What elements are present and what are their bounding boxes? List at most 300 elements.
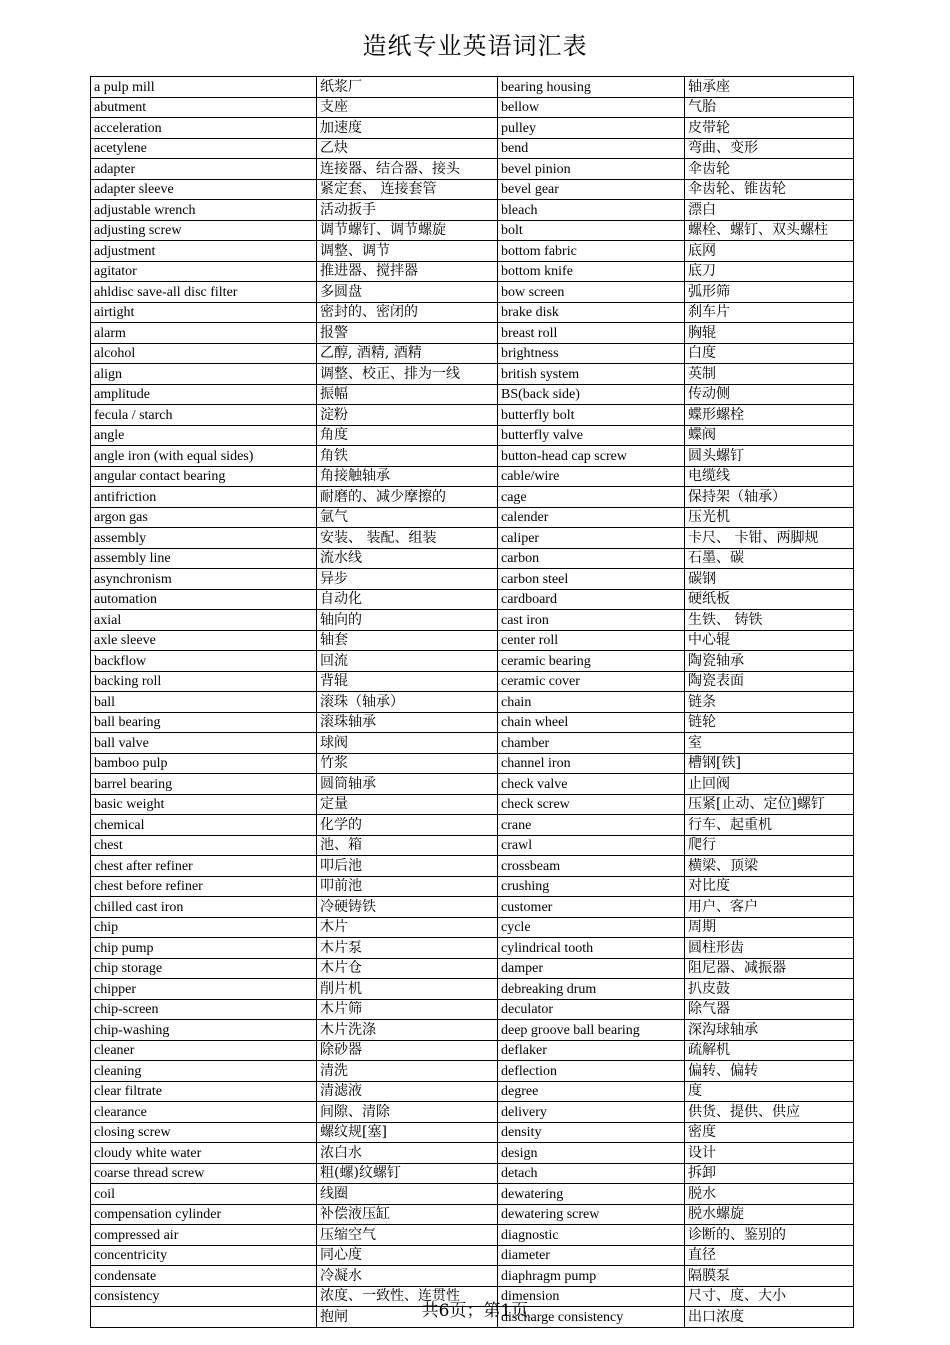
chinese-term-left: 报警 <box>317 323 498 344</box>
english-term-left: adjustment <box>91 241 317 262</box>
english-term-right: delivery <box>498 1102 685 1123</box>
chinese-term-left: 支座 <box>317 97 498 118</box>
table-row <box>91 897 854 918</box>
chinese-term-right: 陶瓷轴承 <box>685 651 854 672</box>
chinese-term-left: 淀粉 <box>317 405 498 426</box>
chinese-term-right: 硬纸板 <box>685 589 854 610</box>
english-term-right: breast roll <box>498 323 685 344</box>
table-row <box>91 548 854 569</box>
english-term-right: bleach <box>498 200 685 221</box>
chinese-term-right: 生铁、 铸铁 <box>685 610 854 631</box>
table-row <box>91 610 854 631</box>
english-term-left: angular contact bearing <box>91 466 317 487</box>
chinese-term-left: 木片筛 <box>317 999 498 1020</box>
table-row <box>91 979 854 1000</box>
english-term-right: crane <box>498 815 685 836</box>
english-term-right: chamber <box>498 733 685 754</box>
chinese-term-right: 伞齿轮、锥齿轮 <box>685 179 854 200</box>
english-term-right: diaphragm pump <box>498 1266 685 1287</box>
english-term-right: bevel pinion <box>498 159 685 180</box>
chinese-term-right: 疏解机 <box>685 1040 854 1061</box>
chinese-term-left: 叩后池 <box>317 856 498 877</box>
chinese-term-left: 粗(螺)纹螺钉 <box>317 1163 498 1184</box>
chinese-term-left: 振幅 <box>317 384 498 405</box>
chinese-term-left: 调节螺钉、调节螺旋 <box>317 220 498 241</box>
english-term-right: button-head cap screw <box>498 446 685 467</box>
chinese-term-left: 除砂器 <box>317 1040 498 1061</box>
chinese-term-right: 压紧[止动、定位]螺钉 <box>685 794 854 815</box>
chinese-term-right: 轴承座 <box>685 77 854 98</box>
chinese-term-right: 圆柱形齿 <box>685 938 854 959</box>
english-term-left: angle <box>91 425 317 446</box>
page-footer: 共6页；第1页 <box>421 1301 529 1321</box>
english-term-right: butterfly bolt <box>498 405 685 426</box>
english-term-right: crawl <box>498 835 685 856</box>
table-row <box>91 261 854 282</box>
chinese-term-left: 球阀 <box>317 733 498 754</box>
english-term-right: carbon steel <box>498 569 685 590</box>
chinese-term-left: 加速度 <box>317 118 498 139</box>
table-row <box>91 917 854 938</box>
chinese-term-right: 蝶形螺栓 <box>685 405 854 426</box>
chinese-term-left: 多圆盘 <box>317 282 498 303</box>
table-row <box>91 1040 854 1061</box>
chinese-term-right: 阻尼器、减振器 <box>685 958 854 979</box>
table-row <box>91 138 854 159</box>
table-row <box>91 856 854 877</box>
chinese-term-right: 行车、起重机 <box>685 815 854 836</box>
english-term-right: dewatering screw <box>498 1204 685 1225</box>
english-term-right: bolt <box>498 220 685 241</box>
english-term-left: acceleration <box>91 118 317 139</box>
chinese-term-right: 隔膜泵 <box>685 1266 854 1287</box>
table-row <box>91 425 854 446</box>
english-term-right: ceramic cover <box>498 671 685 692</box>
table-row <box>91 487 854 508</box>
table-row <box>91 302 854 323</box>
english-term-right: cycle <box>498 917 685 938</box>
table-row <box>91 774 854 795</box>
english-term-left: condensate <box>91 1266 317 1287</box>
chinese-term-left: 抱闸 <box>317 1307 498 1328</box>
chinese-term-right: 圆头螺钉 <box>685 446 854 467</box>
table-row <box>91 528 854 549</box>
chinese-term-right: 气胎 <box>685 97 854 118</box>
table-row <box>91 1143 854 1164</box>
chinese-term-right: 刹车片 <box>685 302 854 323</box>
english-term-right: cable/wire <box>498 466 685 487</box>
english-term-left: abutment <box>91 97 317 118</box>
english-term-right: cast iron <box>498 610 685 631</box>
english-term-right: degree <box>498 1081 685 1102</box>
table-row <box>91 282 854 303</box>
english-term-left: argon gas <box>91 507 317 528</box>
table-row <box>91 200 854 221</box>
chinese-term-right: 皮带轮 <box>685 118 854 139</box>
english-term-right: dewatering <box>498 1184 685 1205</box>
chinese-term-left: 流水线 <box>317 548 498 569</box>
chinese-term-left: 化学的 <box>317 815 498 836</box>
english-term-left: concentricity <box>91 1245 317 1266</box>
table-row <box>91 712 854 733</box>
english-term-left: angle iron (with equal sides) <box>91 446 317 467</box>
table-row <box>91 1020 854 1041</box>
english-term-right: caliper <box>498 528 685 549</box>
english-term-left: axle sleeve <box>91 630 317 651</box>
table-row <box>91 1225 854 1246</box>
english-term-left: automation <box>91 589 317 610</box>
english-term-left: chip-screen <box>91 999 317 1020</box>
table-row <box>91 118 854 139</box>
chinese-term-left: 耐磨的、减少摩擦的 <box>317 487 498 508</box>
english-term-left: chemical <box>91 815 317 836</box>
english-term-left: ball bearing <box>91 712 317 733</box>
english-term-right: butterfly valve <box>498 425 685 446</box>
chinese-term-left: 冷凝水 <box>317 1266 498 1287</box>
chinese-term-right: 对比度 <box>685 876 854 897</box>
table-row <box>91 692 854 713</box>
chinese-term-right: 伞齿轮 <box>685 159 854 180</box>
chinese-term-left: 木片洗涤 <box>317 1020 498 1041</box>
table-row <box>91 835 854 856</box>
english-term-right: debreaking drum <box>498 979 685 1000</box>
chinese-term-right: 爬行 <box>685 835 854 856</box>
english-term-left: cleaning <box>91 1061 317 1082</box>
chinese-term-right: 室 <box>685 733 854 754</box>
english-term-right: crushing <box>498 876 685 897</box>
table-row <box>91 1184 854 1205</box>
english-term-left: closing screw <box>91 1122 317 1143</box>
english-term-left: fecula / starch <box>91 405 317 426</box>
english-term-left: backflow <box>91 651 317 672</box>
english-term-left: compressed air <box>91 1225 317 1246</box>
chinese-term-left: 清滤液 <box>317 1081 498 1102</box>
english-term-left: antifriction <box>91 487 317 508</box>
chinese-term-right: 碳钢 <box>685 569 854 590</box>
english-term-left: adjustable wrench <box>91 200 317 221</box>
english-term-right: diagnostic <box>498 1225 685 1246</box>
chinese-term-left: 密封的、密闭的 <box>317 302 498 323</box>
english-term-left: coil <box>91 1184 317 1205</box>
english-term-right: density <box>498 1122 685 1143</box>
chinese-term-left: 螺纹规[塞] <box>317 1122 498 1143</box>
chinese-term-left: 压缩空气 <box>317 1225 498 1246</box>
chinese-term-right: 弯曲、变形 <box>685 138 854 159</box>
chinese-term-right: 蝶阀 <box>685 425 854 446</box>
chinese-term-right: 链轮 <box>685 712 854 733</box>
chinese-term-left: 竹浆 <box>317 753 498 774</box>
chinese-term-right: 压光机 <box>685 507 854 528</box>
english-term-right: brightness <box>498 343 685 364</box>
english-term-right: chain <box>498 692 685 713</box>
table-row <box>91 405 854 426</box>
chinese-term-left: 滚珠轴承 <box>317 712 498 733</box>
table-row <box>91 507 854 528</box>
chinese-term-left: 木片 <box>317 917 498 938</box>
chinese-term-right: 陶瓷表面 <box>685 671 854 692</box>
english-term-left: chilled cast iron <box>91 897 317 918</box>
chinese-term-left: 角接触轴承 <box>317 466 498 487</box>
chinese-term-right: 底刀 <box>685 261 854 282</box>
english-term-left: ball valve <box>91 733 317 754</box>
english-term-right: british system <box>498 364 685 385</box>
english-term-right: brake disk <box>498 302 685 323</box>
english-term-left: compensation cylinder <box>91 1204 317 1225</box>
english-term-right: center roll <box>498 630 685 651</box>
vocabulary-table <box>90 76 854 1328</box>
chinese-term-right: 中心辊 <box>685 630 854 651</box>
english-term-left: backing roll <box>91 671 317 692</box>
table-row <box>91 323 854 344</box>
chinese-term-right: 漂白 <box>685 200 854 221</box>
table-row <box>91 343 854 364</box>
english-term-left: alarm <box>91 323 317 344</box>
chinese-term-left: 氩气 <box>317 507 498 528</box>
chinese-term-right: 脱水螺旋 <box>685 1204 854 1225</box>
english-term-right: carbon <box>498 548 685 569</box>
chinese-term-left: 浓白水 <box>317 1143 498 1164</box>
english-term-right: check screw <box>498 794 685 815</box>
english-term-right: deflection <box>498 1061 685 1082</box>
chinese-term-left: 安装、 装配、组装 <box>317 528 498 549</box>
english-term-right: pulley <box>498 118 685 139</box>
english-term-right: check valve <box>498 774 685 795</box>
chinese-term-left: 推进器、搅拌器 <box>317 261 498 282</box>
chinese-term-right: 传动侧 <box>685 384 854 405</box>
chinese-term-left: 线圈 <box>317 1184 498 1205</box>
chinese-term-right: 尺寸、度、大小 <box>685 1286 854 1307</box>
chinese-term-left: 紧定套、 连接套管 <box>317 179 498 200</box>
table-row <box>91 938 854 959</box>
english-term-left: chip storage <box>91 958 317 979</box>
chinese-term-left: 冷硬铸铁 <box>317 897 498 918</box>
chinese-term-right: 用户、客户 <box>685 897 854 918</box>
english-term-left: basic weight <box>91 794 317 815</box>
english-term-right: dimension <box>498 1286 685 1307</box>
english-term-left: adjusting screw <box>91 220 317 241</box>
english-term-right: bend <box>498 138 685 159</box>
table-row <box>91 77 854 98</box>
table-row <box>91 364 854 385</box>
chinese-term-right: 英制 <box>685 364 854 385</box>
english-term-right: bellow <box>498 97 685 118</box>
chinese-term-right: 石墨、碳 <box>685 548 854 569</box>
chinese-term-left: 轴向的 <box>317 610 498 631</box>
table-row <box>91 630 854 651</box>
chinese-term-right: 卡尺、 卡钳、两脚规 <box>685 528 854 549</box>
chinese-term-right: 电缆线 <box>685 466 854 487</box>
english-term-right: detach <box>498 1163 685 1184</box>
table-row <box>91 651 854 672</box>
english-term-left: assembly line <box>91 548 317 569</box>
english-term-left: axial <box>91 610 317 631</box>
english-term-left: ball <box>91 692 317 713</box>
chinese-term-left: 活动扳手 <box>317 200 498 221</box>
english-term-left: agitator <box>91 261 317 282</box>
page-title: 造纸专业英语词汇表 <box>362 32 588 60</box>
english-term-left: clearance <box>91 1102 317 1123</box>
chinese-term-left: 叩前池 <box>317 876 498 897</box>
english-term-right: chain wheel <box>498 712 685 733</box>
english-term-left: chip <box>91 917 317 938</box>
english-term-right: cylindrical tooth <box>498 938 685 959</box>
table-row <box>91 1102 854 1123</box>
english-term-right: bearing housing <box>498 77 685 98</box>
english-term-left: bamboo pulp <box>91 753 317 774</box>
chinese-term-left: 池、箱 <box>317 835 498 856</box>
table-row <box>91 876 854 897</box>
english-term-right: diameter <box>498 1245 685 1266</box>
english-term-left: alcohol <box>91 343 317 364</box>
english-term-left: a pulp mill <box>91 77 317 98</box>
chinese-term-left: 异步 <box>317 569 498 590</box>
chinese-term-right: 直径 <box>685 1245 854 1266</box>
chinese-term-right: 白度 <box>685 343 854 364</box>
chinese-term-right: 密度 <box>685 1122 854 1143</box>
chinese-term-right: 诊断的、鉴别的 <box>685 1225 854 1246</box>
chinese-term-left: 调整、校正、排为一线 <box>317 364 498 385</box>
chinese-term-left: 清洗 <box>317 1061 498 1082</box>
chinese-term-left: 削片机 <box>317 979 498 1000</box>
table-row <box>91 569 854 590</box>
english-term-left: asynchronism <box>91 569 317 590</box>
table-row <box>91 220 854 241</box>
table-row <box>91 794 854 815</box>
english-term-left: chipper <box>91 979 317 1000</box>
english-term-right: bottom knife <box>498 261 685 282</box>
english-term-right: customer <box>498 897 685 918</box>
table-row <box>91 179 854 200</box>
chinese-term-left: 回流 <box>317 651 498 672</box>
english-term-right: crossbeam <box>498 856 685 877</box>
chinese-term-left: 角度 <box>317 425 498 446</box>
chinese-term-right: 周期 <box>685 917 854 938</box>
table-row <box>91 1245 854 1266</box>
chinese-term-right: 弧形筛 <box>685 282 854 303</box>
english-term-left: chip pump <box>91 938 317 959</box>
chinese-term-right: 胸辊 <box>685 323 854 344</box>
english-term-right: deflaker <box>498 1040 685 1061</box>
chinese-term-left: 木片仓 <box>317 958 498 979</box>
english-term-left: cloudy white water <box>91 1143 317 1164</box>
english-term-left: assembly <box>91 528 317 549</box>
table-row <box>91 1266 854 1287</box>
table-row <box>91 815 854 836</box>
english-term-right: BS(back side) <box>498 384 685 405</box>
chinese-term-right: 保持架（轴承） <box>685 487 854 508</box>
table-row <box>91 1122 854 1143</box>
chinese-term-right: 横梁、顶梁 <box>685 856 854 877</box>
table-row <box>91 1081 854 1102</box>
chinese-term-right: 设计 <box>685 1143 854 1164</box>
english-term-right: bevel gear <box>498 179 685 200</box>
chinese-term-left: 定量 <box>317 794 498 815</box>
chinese-term-left: 角铁 <box>317 446 498 467</box>
english-term-right: calender <box>498 507 685 528</box>
table-row <box>91 241 854 262</box>
english-term-left: ahldisc save-all disc filter <box>91 282 317 303</box>
chinese-term-left: 纸浆厂 <box>317 77 498 98</box>
chinese-term-left: 间隙、清除 <box>317 1102 498 1123</box>
english-term-right: bottom fabric <box>498 241 685 262</box>
english-term-left: barrel bearing <box>91 774 317 795</box>
table-row <box>91 1061 854 1082</box>
english-term-left: amplitude <box>91 384 317 405</box>
english-term-left: chest <box>91 835 317 856</box>
english-term-right: channel iron <box>498 753 685 774</box>
english-term-left: chest after refiner <box>91 856 317 877</box>
chinese-term-right: 供货、提供、供应 <box>685 1102 854 1123</box>
english-term-left: chest before refiner <box>91 876 317 897</box>
chinese-term-right: 出口浓度 <box>685 1307 854 1328</box>
english-term-right: bow screen <box>498 282 685 303</box>
chinese-term-left: 同心度 <box>317 1245 498 1266</box>
english-term-right: design <box>498 1143 685 1164</box>
chinese-term-right: 链条 <box>685 692 854 713</box>
chinese-term-left: 自动化 <box>317 589 498 610</box>
table-row <box>91 589 854 610</box>
table-row <box>91 671 854 692</box>
chinese-term-right: 扒皮鼓 <box>685 979 854 1000</box>
table-row <box>91 446 854 467</box>
chinese-term-right: 度 <box>685 1081 854 1102</box>
chinese-term-right: 脱水 <box>685 1184 854 1205</box>
table-row <box>91 384 854 405</box>
english-term-left: airtight <box>91 302 317 323</box>
table-row <box>91 466 854 487</box>
table-row <box>91 159 854 180</box>
english-term-left: align <box>91 364 317 385</box>
table-row <box>91 1163 854 1184</box>
chinese-term-left: 浓度、一致性、连贯性 <box>317 1286 498 1307</box>
chinese-term-right: 深沟球轴承 <box>685 1020 854 1041</box>
chinese-term-right: 螺栓、螺钉、双头螺柱 <box>685 220 854 241</box>
chinese-term-right: 槽钢[铁] <box>685 753 854 774</box>
english-term-left: coarse thread screw <box>91 1163 317 1184</box>
chinese-term-left: 圆筒轴承 <box>317 774 498 795</box>
english-term-left: acetylene <box>91 138 317 159</box>
chinese-term-left: 背辊 <box>317 671 498 692</box>
chinese-term-left: 连接器、结合器、接头 <box>317 159 498 180</box>
chinese-term-left: 滚珠（轴承） <box>317 692 498 713</box>
chinese-term-left: 轴套 <box>317 630 498 651</box>
chinese-term-right: 拆卸 <box>685 1163 854 1184</box>
chinese-term-left: 乙炔 <box>317 138 498 159</box>
english-term-right: cardboard <box>498 589 685 610</box>
chinese-term-left: 乙醇, 酒精, 酒精 <box>317 343 498 364</box>
chinese-term-right: 止回阀 <box>685 774 854 795</box>
english-term-left: adapter sleeve <box>91 179 317 200</box>
english-term-left: chip-washing <box>91 1020 317 1041</box>
chinese-term-right: 偏转、偏转 <box>685 1061 854 1082</box>
english-term-left: consistency <box>91 1286 317 1307</box>
english-term-right: damper <box>498 958 685 979</box>
table-row <box>91 733 854 754</box>
table-row <box>91 97 854 118</box>
chinese-term-left: 木片泵 <box>317 938 498 959</box>
table-row <box>91 958 854 979</box>
table-row <box>91 1204 854 1225</box>
chinese-term-right: 底网 <box>685 241 854 262</box>
chinese-term-left: 补偿液压缸 <box>317 1204 498 1225</box>
table-row <box>91 753 854 774</box>
english-term-left: adapter <box>91 159 317 180</box>
english-term-right: cage <box>498 487 685 508</box>
english-term-right: discharge consistency <box>498 1307 685 1328</box>
english-term-left: cleaner <box>91 1040 317 1061</box>
english-term-left: clear filtrate <box>91 1081 317 1102</box>
english-term-right: deep groove ball bearing <box>498 1020 685 1041</box>
